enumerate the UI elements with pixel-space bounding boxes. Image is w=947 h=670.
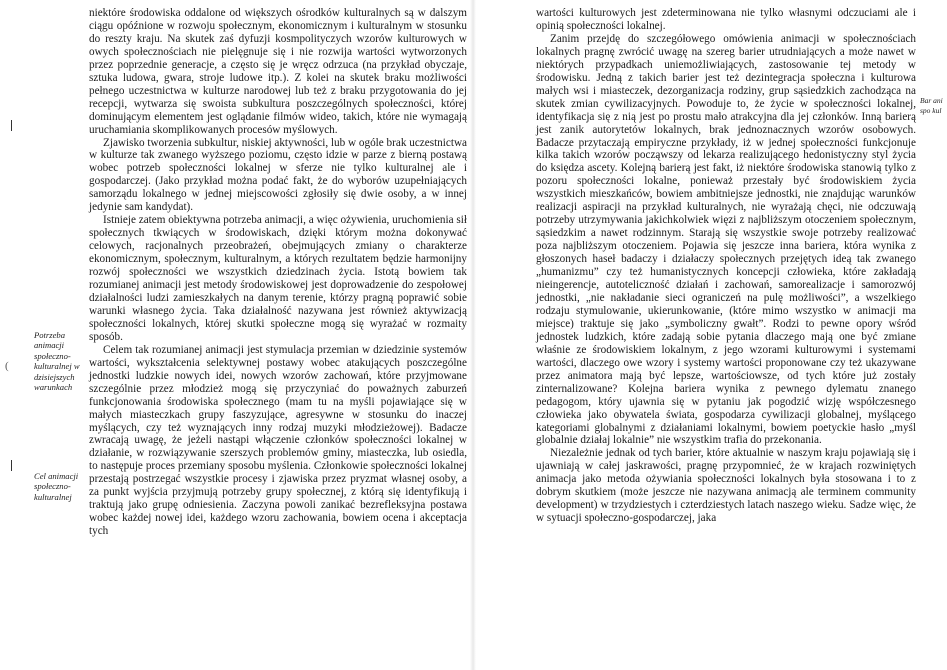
right-paragraph-3: Niezależnie jednak od tych barier, które aktualnie w naszym kraju pojawiają się i ujawniają w całej jaskrawości, pragnę przypomnieć, że w krajach rozwiniętych animacja jako metoda ożywiania społeczności lokalnych była stosowana i to z dobrym skutkiem (może jeszcze nie nazywana animacją ale terminem community development) w trzydziestych i czterdziestych latach naszego wieku. Sadze więc, że w sytuacji społeczno-gospodarczej, jaka <box>536 447 916 525</box>
margin-note-goal-of-animation: Cel animacji społeczno-kulturalnej <box>34 471 79 502</box>
right-page <box>474 0 947 670</box>
left-paragraph-1: niektóre środowiska oddalone od większych ośrodków kulturalnych są w dalszym ciągu opóźnione w rozwoju społecznym, ekonomicznym i kulturalnym w stosunku do reszty kraju. Na skutek zaś dyfuzji kosmpolityczych wzorów kulturowych w owych społecznościach nie pielęgnuje się i nie rozwija wartości wytworzonych przez poprzednie generacje, a często się je wręcz odrzuca (na przykład obyczaje, sztuka ludowa, gwara, stroje ludowe itp.). Z kolei na skutek braku możliwości pełnego uczestnictwa w kulturze narodowej lub też z braku przygotowania do jej recepcji, wytwarza się swoista subkultura poszczególnych społeczności, której dominującym elementem jest oglądanie filmów wideo, takich, które nie wymagają uruchamiania skomplikowanych procesów myślowych. <box>89 7 467 136</box>
right-paragraph-2: Zanim przejdę do szczegółowego omówienia animacji w społecznościach lokalnych pragnę zwrócić uwagę na szereg barier utrudniających a może nawet w niektórych przypadkach uniemożliwiających, zastosowanie tej metody w środowisku. Jedną z takich barier jest też dezintegracja społeczna i kulturowa małych wsi i miasteczek, dezorganizacja rodziny, grup sąsiedzkich zachodząca na skutek zmian cywilizacyjnych. Powoduje to, że życie w społeczności lokalnej, identyfikacja się z nią jest po prostu mało atrakcyjna dla jej członków. Inną barierą jest zanik autorytetów lokalnych, brak jednoznacznych wzorów osobowych. Badacze przytaczają empiryczne przykłady, iż w jednej społeczności funkcjonuje kilka takich wzorów począwszy od lekarza realizującego hedonistyczny styl życia do księdza ascety. Kolejną barierą jest fakt, iż niektóre środowiska stanowią tylko z pozoru społeczności lokalne, ponieważ przestały być środowiskiem życia wszystkich mieszkańców, bowiem ambitniejsze jednostki, nie znajdując warunków realizacji aspiracji na przykład kulturalnych, nie wyrażają chęci, nie odczuwają potrzeby utrzymywania jakichkolwiek więzi z najbliższym otoczeniem społecznym, sąsiedzkim a nawet rodzinnym. Starają się wszystkie swoje potrzeby realizować poza najbliższym otoczeniem. Pojawia się jeszcze inna bariera, która wynika z głoszonych haseł badaczy i działaczy społecznych przejętych ideą tak zwanego „humanizmu” czy też humanistycznych koncepcji człowieka, które zakładają nieingerencje, autoteliczność działań i zachowań, samorealizacje i samorozwój jednostki, „nie nakładanie sieci ograniczeń na pulę możliwości”, a wszelkiego rodzaju stymulowanie, ukierunkowanie, (które mimo wszystko w animacji ma miejsce) traktuje się jako „symboliczny gwałt”. Rodzi to pewne opory wśród jednostek ludzkich, które zadają sobie pytania dlaczego mają one być zmiane właśnie ze środowiskiem lokalnym, z jego wzorami kulturowymi i systemami wartości, dlaczego owe wzory i systemy wartości proponowane czy też ukazywane przez animatora mają być lepsze, wartościowsze, od tych które już zostały zinternalizowane? Kolejna bariera wynika z pewnego dylematu znanego pedagogom, który ujawnia się w pytaniu jak pogodzić wizję współczesnego człowieka jako obywatela świata, gospodarza cywilizacji globalnej, myślącego kategoriami globalnymi z działaniami lokalnymi, bowiem poetyckie hasło „myśl globalnie działaj lokalnie” nie wszystkim trafia do przekonania. <box>536 32 916 447</box>
margin-pencil-mark <box>11 460 12 471</box>
margin-note-need-for-animation: Potrzeba animacji społeczno-kulturalnej w dzisiejszych warunkach <box>34 330 80 393</box>
right-paragraph-1: wartości kulturowych jest zdeterminowana nie tylko własnymi odczuciami ale i opinią społeczności lokalnej. <box>536 7 916 32</box>
left-paragraph-4: Celem tak rozumianej animacji jest stymulacja przemian w dziedzinie systemów wartości, wykształcenia selektywnej postawy wobec atakujących poszczególne jednostki ludzkie nowych idei, nowych wzorów zachowań, które przyjmowane szczególnie przez młodzież mogą się przyczyniać do poważnych zaburzeń funkcjonowania środowiska społecznego (mam tu na myśli pojawiające się w małych miasteczkach grupy faszyzujące, agresywne w stosunku do inaczej myślących, czy też wyznających inny rodzaj muzyki młodzieżowej). Badacze zwracają uwagę, że jeżeli nastąpi włączenie członków społeczności lokalnej w działanie, w rozwiązywanie szerszych problemów gminy, miasteczka, lub osiedla, to następuje proces przemiany sposobu myślenia. Członkowie społeczności lokalnej przestają postrzegać wszystkie procesy i zjawiska przez pryzmat własnej osoby, a za punkt wyjścia przyjmują potrzeby grupy społecznej, z którą się identyfikują i traktują jako grupę odniesienia. Zaczyna powoli zanikać bezrefleksyjna postawa wobec każdej nowej idei, każdego wzoru zachowania, bowiem ocena i akceptacja tych <box>89 343 467 538</box>
margin-pencil-mark <box>11 120 12 131</box>
left-text-column <box>89 7 467 538</box>
left-paragraph-2: Zjawisko tworzenia subkultur, niskiej aktywności, lub w ogóle brak uczestnictwa w kulturze tak zwanego wyższego poziomu, często idzie w parze z bierną postawą wobec potrzeb społeczności lokalnej w sferze nie tylko kulturalnej ale i gospodarczej. (Jako przykład można podać fakt, że do wyborów uzupełniających samorządu lokalnego w jednej miejscowości zgłosiły się dwie osoby, a w innej jedynie sam kandydat). <box>89 136 467 214</box>
margin-curl-mark: ( <box>5 360 9 372</box>
right-text-column <box>536 7 916 525</box>
left-paragraph-3: Istnieje zatem obiektywna potrzeba animacji, a więc ożywienia, uruchomienia sił społecznych tkwiących w środowiskach, dzięki którym można dokonywać celowych, racjonalnych przeobrażeń, obejmujących zmiany o charakterze ekonomicznym, społecznym, kulturalnym, a których rezultatem będzie harmonijny rozwój społeczności we wszystkich dziedzinach życia. Istotą bowiem tak rozumianej animacji jest metody środowiskowej jest doprowadzenie do zespołowej działalności ludzi zamieszkałych na danym terenie, którzy pragną poprawić sobie warunki własnego życia. Taka działalność nazywana jest również aktywizacją społeczności lokalnych, której skutki społeczne mogą się wyrażać w rozmaity sposób. <box>89 214 467 343</box>
margin-note-barriers: Bar ani spo kul <box>920 96 943 115</box>
